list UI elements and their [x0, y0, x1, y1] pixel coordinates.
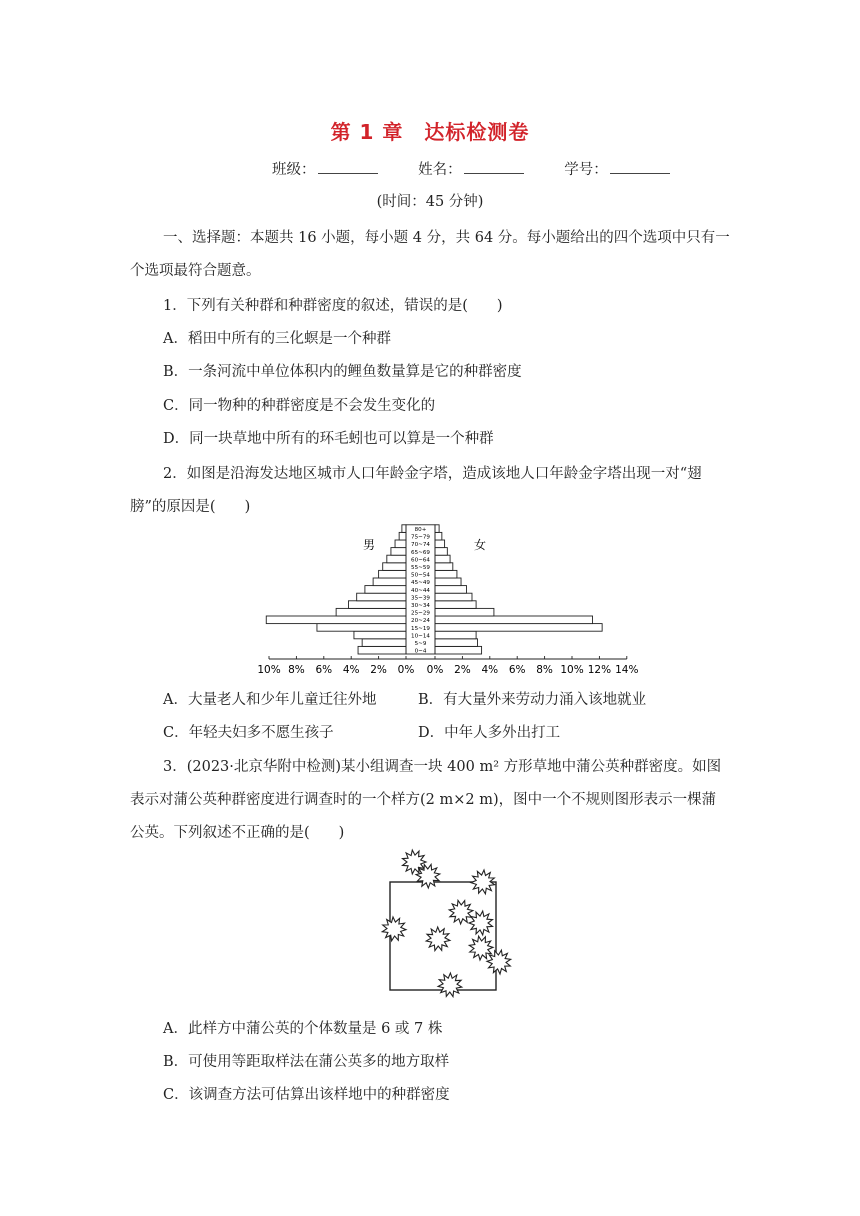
q2-option-d: D．中年人多外出打工	[418, 725, 561, 741]
dandelion-icon	[471, 870, 495, 894]
age-group-label: 30~34	[411, 603, 430, 609]
age-group-label: 25~29	[411, 610, 430, 617]
x-tick-label: 10%	[257, 664, 281, 676]
q1-stem: 1．下列有关种群和种群密度的叙述，错误的是( )	[163, 298, 503, 314]
female-bar-50~54	[435, 570, 457, 578]
male-bar-15~19	[317, 624, 406, 632]
q3-option-b: B．可使用等距取样法在蒲公英多的地方取样	[163, 1054, 450, 1070]
age-group-label: 10~14	[411, 633, 430, 640]
q1-option-b: B．一条河流中单位体积内的鲤鱼数量算是它的种群密度	[163, 364, 522, 380]
male-bar-55~59	[383, 563, 406, 571]
male-bar-65~69	[391, 548, 406, 556]
dandelion-icon	[426, 927, 450, 951]
female-bar-70~74	[435, 540, 445, 548]
x-tick-label: 6%	[508, 664, 526, 676]
q3-stem-line1: 3．(2023·北京华附中检测)某小组调查一块 400 m² 方形草地中蒲公英种群密度。如图	[163, 759, 722, 775]
class-field[interactable]: 班级：	[272, 162, 396, 178]
male-bar-70~74	[395, 540, 406, 548]
name-field[interactable]: 姓名：	[418, 162, 542, 178]
x-tick-label: 2%	[370, 664, 387, 676]
female-bar-65~69	[435, 548, 447, 556]
q3-stem-line2: 表示对蒲公英种群密度进行调查时的一个样方(2 m×2 m)，图中一个不规则图形表示一棵蒲	[130, 792, 717, 808]
q3-option-c: C．该调查方法可估算出该样地中的种群密度	[163, 1087, 450, 1103]
x-tick-label: 14%	[615, 664, 639, 676]
age-group-label: 75~79	[411, 534, 430, 541]
male-bar-35~39	[357, 593, 406, 601]
x-tick-label: 10%	[560, 664, 584, 676]
female-bar-55~59	[435, 563, 453, 571]
male-bar-0~4	[358, 646, 406, 654]
section-instructions-line2: 个选项最符合题意。	[130, 263, 261, 279]
q2-option-b: B．有大量外来劳动力涌入该地就业	[418, 692, 647, 708]
q2-stem-line2: 膀”的原因是( )	[130, 499, 251, 515]
male-bar-50~54	[379, 570, 406, 578]
age-group-label: 70~74	[411, 542, 430, 549]
dandelion-icon	[438, 973, 462, 997]
q1-option-a: A．稻田中所有的三化螟是一个种群	[163, 331, 391, 347]
male-bar-10~14	[354, 631, 406, 639]
female-bar-40~44	[435, 586, 467, 594]
q2-option-c: C．年轻夫妇多不愿生孩子	[163, 725, 334, 741]
section-instructions-line1: 一、选择题：本题共 16 小题，每小题 4 分，共 64 分。每小题给出的四个选项中只有一	[163, 230, 730, 246]
female-bar-10~14	[435, 631, 476, 639]
female-bar-5~9	[435, 639, 477, 647]
dandelion-icon	[469, 911, 493, 935]
quadrat-diagram	[375, 845, 515, 1005]
age-group-label: 45~49	[411, 580, 430, 587]
id-field[interactable]: 学号：	[564, 162, 688, 178]
male-bar-75~79	[399, 532, 406, 540]
male-bar-5~9	[362, 639, 406, 647]
male-label: 男	[363, 538, 376, 552]
student-info	[272, 158, 706, 179]
age-group-label: 15~19	[411, 625, 430, 632]
female-bar-0~4	[435, 646, 482, 654]
male-bar-30~34	[348, 601, 406, 609]
female-bar-20~24	[435, 616, 593, 624]
female-bar-30~34	[435, 601, 476, 609]
male-bar-60~64	[387, 555, 406, 563]
male-bar-40~44	[365, 586, 406, 594]
q3-stem-line3: 公英。下列叙述不正确的是( )	[130, 825, 345, 841]
x-tick-label: 8%	[536, 664, 553, 676]
age-group-label: 50~54	[411, 572, 430, 579]
x-tick-label: 4%	[342, 664, 360, 676]
q3-option-a: A．此样方中蒲公英的个体数量是 6 或 7 株	[163, 1021, 443, 1037]
age-group-label: 20~24	[411, 618, 430, 625]
time-limit: (时间：45 分钟)	[376, 194, 484, 210]
page-title: 第 1 章 达标检测卷	[330, 120, 530, 144]
age-group-label: 55~59	[411, 565, 430, 571]
female-bar-35~39	[435, 593, 472, 601]
x-tick-label: 0%	[426, 664, 444, 676]
q1-option-c: C．同一物种的种群密度是不会发生变化的	[163, 398, 436, 414]
x-tick-label: 2%	[454, 664, 471, 676]
female-bar-25~29	[435, 608, 494, 616]
age-group-label: 80+	[414, 527, 427, 533]
x-tick-label: 12%	[587, 664, 612, 676]
male-bar-20~24	[266, 616, 406, 624]
age-group-label: 0~4	[414, 648, 427, 655]
dandelion-icon	[469, 936, 493, 960]
q2-stem-line1: 2．如图是沿海发达地区城市人口年龄金字塔，造成该地人口年龄金字塔出现一对“翅	[163, 466, 702, 482]
female-bar-75~79	[435, 532, 442, 540]
x-tick-label: 6%	[315, 664, 333, 676]
age-group-label: 65~69	[411, 549, 430, 556]
age-group-label: 5~9	[414, 641, 427, 647]
age-group-label: 35~39	[411, 595, 430, 602]
age-group-label: 40~44	[411, 587, 430, 594]
female-bar-45~49	[435, 578, 461, 586]
population-pyramid-chart	[257, 520, 639, 680]
female-bar-80+	[435, 525, 439, 533]
dandelion-icon	[449, 900, 473, 924]
x-tick-label: 0%	[397, 664, 415, 676]
age-group-label: 60~64	[411, 557, 430, 564]
q1-option-d: D．同一块草地中所有的环毛蚓也可以算是一个种群	[163, 431, 494, 447]
male-bar-25~29	[336, 608, 406, 616]
female-label: 女	[474, 538, 487, 552]
x-tick-label: 4%	[481, 664, 499, 676]
female-bar-60~64	[435, 555, 450, 563]
q2-option-a: A．大量老人和少年儿童迁往外地	[163, 692, 377, 708]
male-bar-45~49	[373, 578, 406, 586]
female-bar-15~19	[435, 624, 602, 632]
x-tick-label: 8%	[288, 664, 305, 676]
dandelion-icon	[382, 917, 406, 941]
male-bar-80+	[402, 525, 406, 533]
